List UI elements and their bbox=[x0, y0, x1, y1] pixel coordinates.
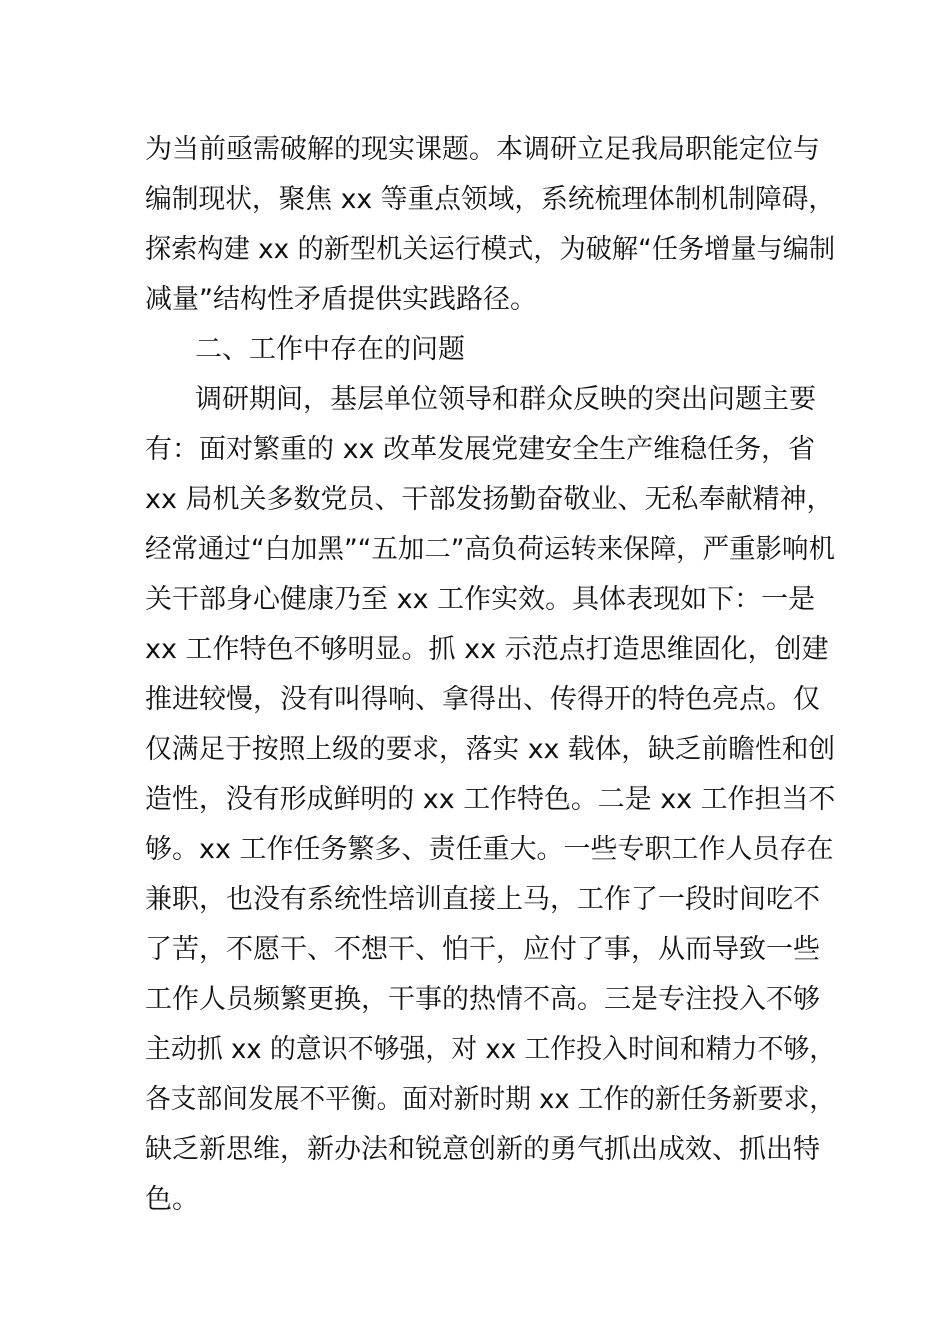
text-line: 有：面对繁重的 xx 改革发展党建安全生产维稳任务，省 bbox=[145, 434, 816, 465]
text-line: 减量”结构性矛盾提供实践路径。 bbox=[145, 284, 537, 315]
text-line: 经常通过“白加黑”“五加二”高负荷运转来保障，严重影响机 bbox=[145, 534, 835, 565]
text-line: xx 工作特色不够明显。抓 xx 示范点打造思维固化，创建 bbox=[145, 634, 829, 665]
text-line: 兼职，也没有系统性培训直接上马，工作了一段时间吃不 bbox=[145, 884, 820, 915]
text-line: 够。xx 工作任务繁多、责任重大。一些专职工作人员存在 bbox=[145, 834, 834, 865]
text-line: 工作人员频繁更换，干事的热情不高。三是专注投入不够 bbox=[145, 984, 820, 1015]
text-line: 各支部间发展不平衡。面对新时期 xx 工作的新任务新要求， bbox=[145, 1084, 836, 1115]
text-line: 关干部身心健康乃至 xx 工作实效。具体表现如下：一是 bbox=[145, 584, 816, 615]
text-line: 编制现状，聚焦 xx 等重点领域，系统梳理体制机制障碍， bbox=[145, 184, 836, 215]
text-line: 造性，没有形成鲜明的 xx 工作特色。二是 xx 工作担当不 bbox=[145, 784, 836, 815]
text-line: 主动抓 xx 的意识不够强，对 xx 工作投入时间和精力不够， bbox=[145, 1034, 836, 1065]
section-heading: 二、工作中存在的问题 bbox=[195, 334, 465, 365]
text-line: xx 局机关多数党员、干部发扬勤奋敬业、无私奉献精神， bbox=[145, 484, 834, 515]
paragraph-first-line: 调研期间，基层单位领导和群众反映的突出问题主要 bbox=[195, 384, 816, 415]
text-line: 探索构建 xx 的新型机关运行模式，为破解“任务增量与编制 bbox=[145, 234, 836, 265]
text-line: 缺乏新思维，新办法和锐意创新的勇气抓出成效、抓出特 bbox=[145, 1134, 820, 1165]
text-line: 推进较慢，没有叫得响、拿得出、传得开的特色亮点。仅 bbox=[145, 684, 820, 715]
text-line: 了苦，不愿干、不想干、怕干，应付了事，从而导致一些 bbox=[145, 934, 820, 965]
text-line: 色。 bbox=[145, 1184, 199, 1215]
text-line: 仅满足于按照上级的要求，落实 xx 载体，缺乏前瞻性和创 bbox=[145, 734, 836, 765]
text-line: 为当前亟需破解的现实课题。本调研立足我局职能定位与 bbox=[145, 134, 820, 165]
